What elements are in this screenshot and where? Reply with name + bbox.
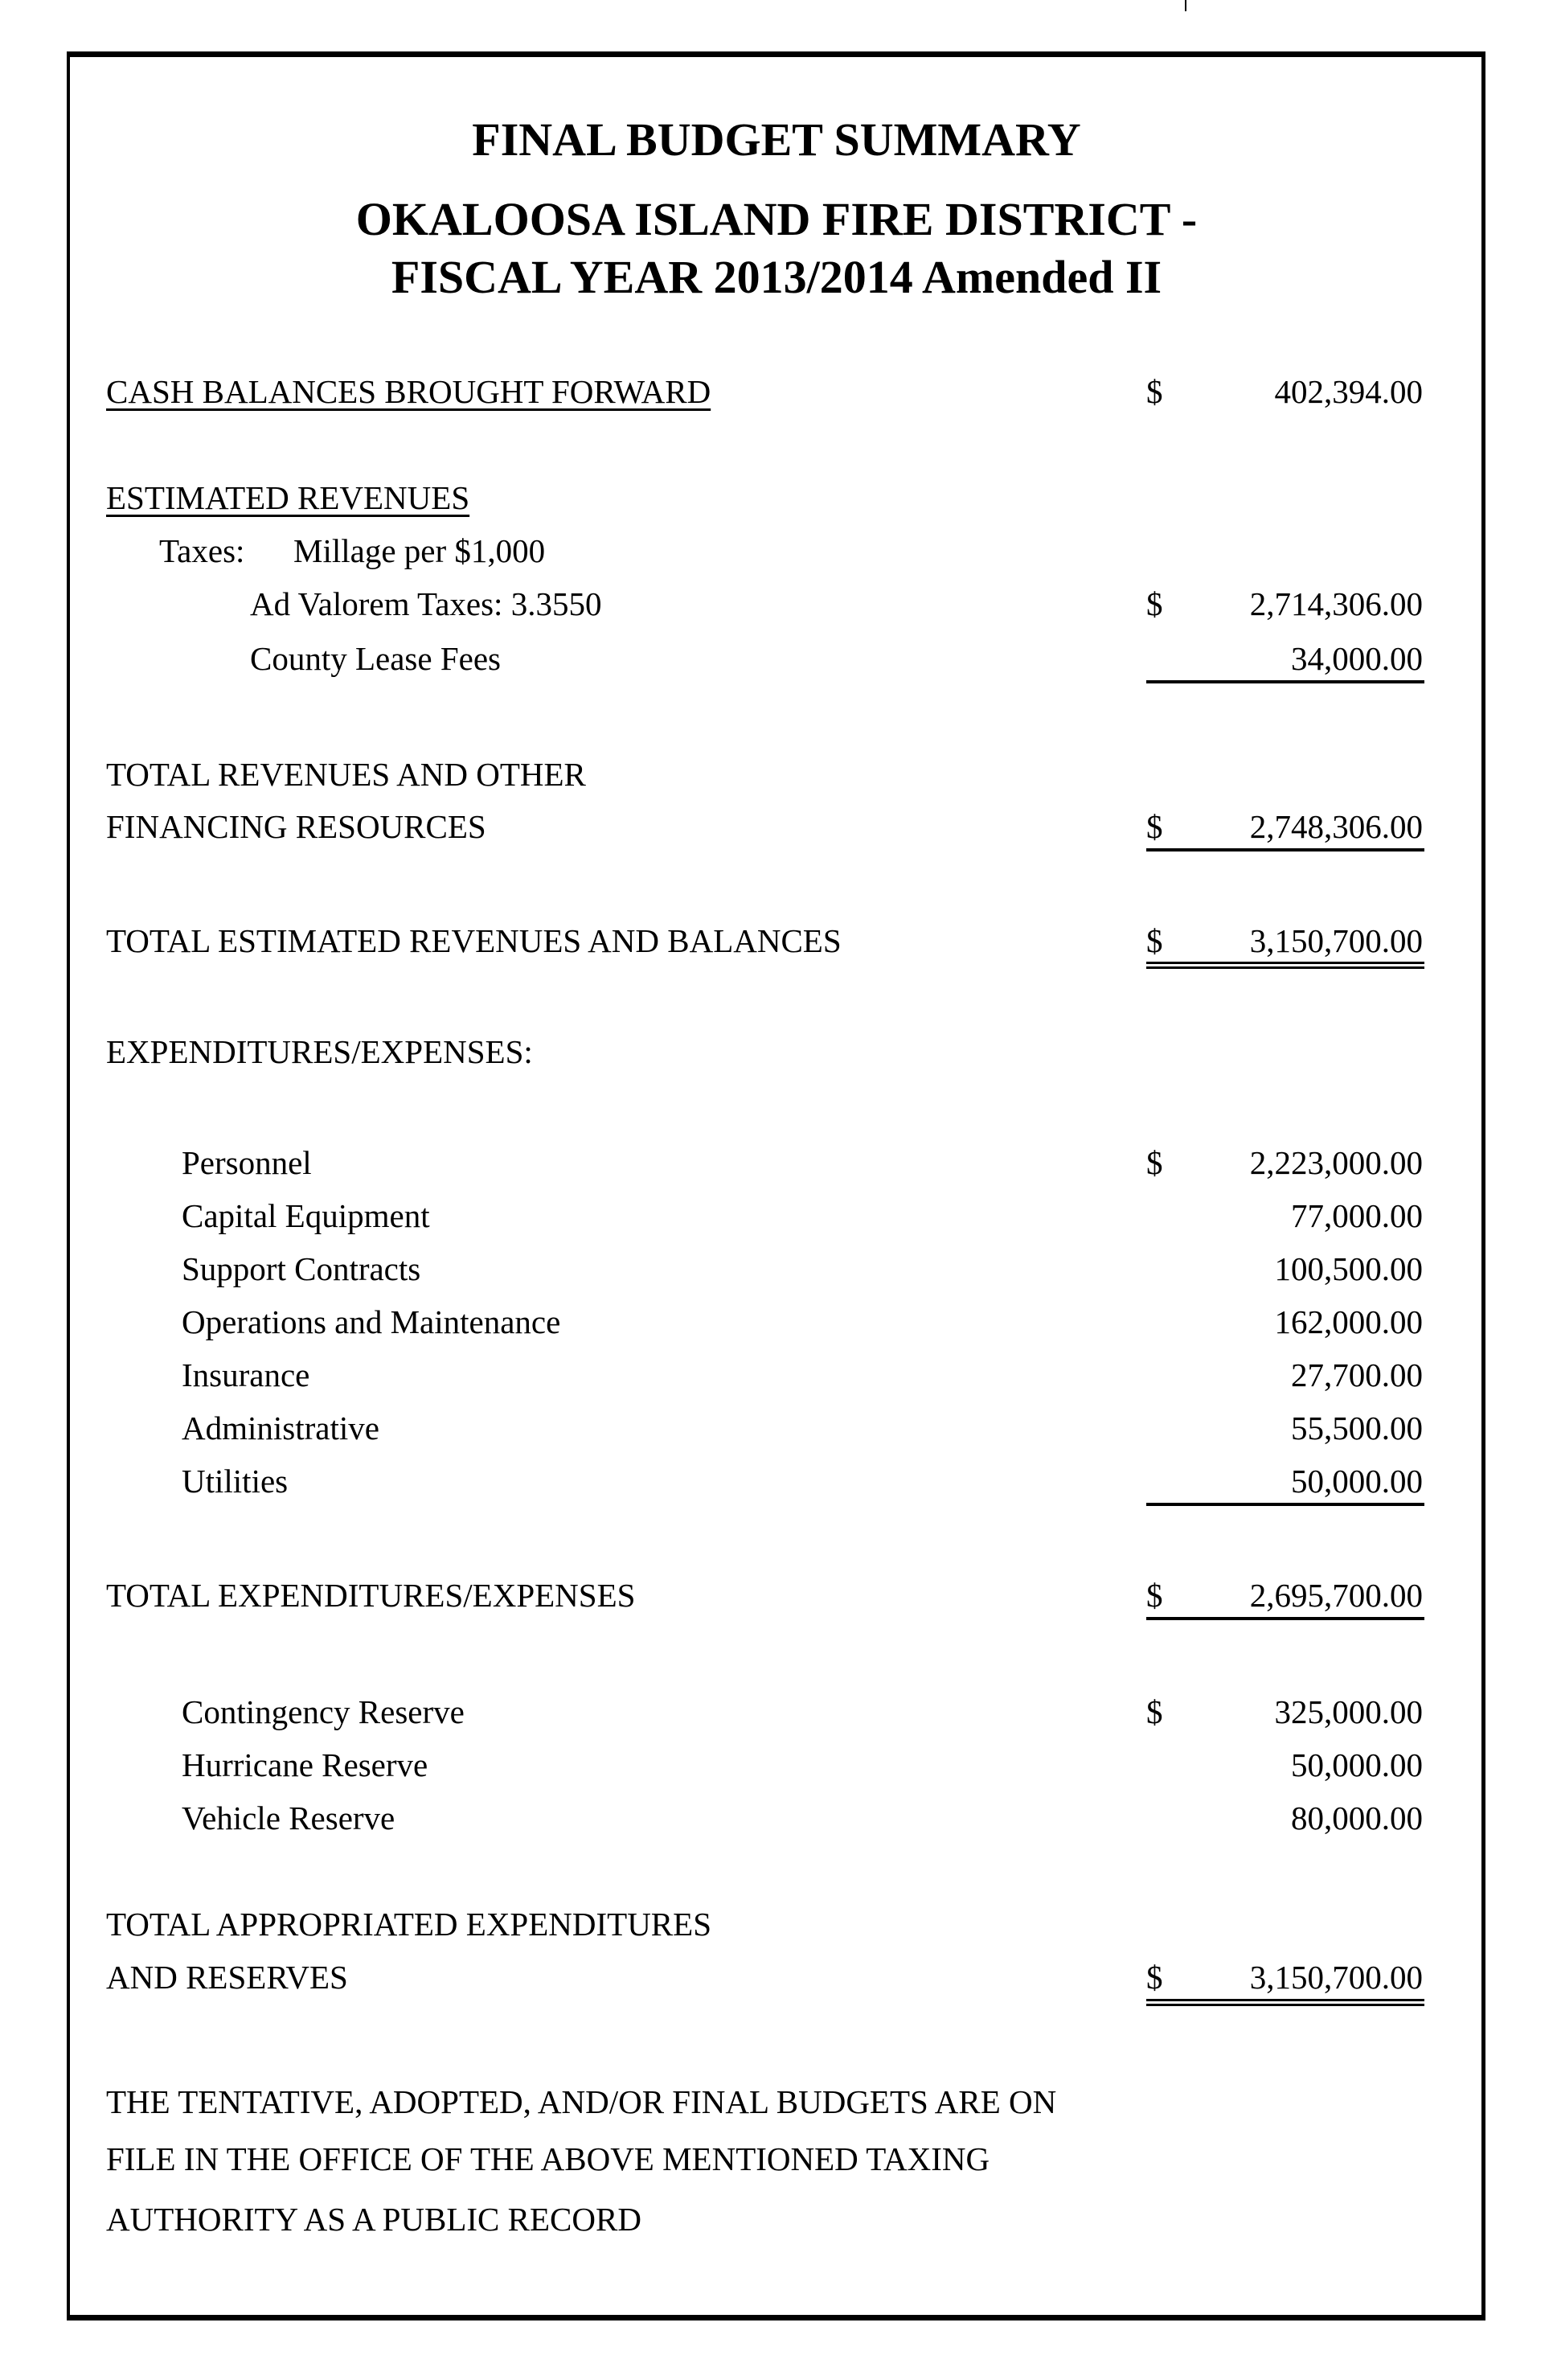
total-appropriated-amount: 3,150,700.00 — [1249, 1959, 1423, 1996]
expenditure-item-amount: 55,500.00 — [1291, 1410, 1423, 1446]
revenue-item-dollar: $ — [1146, 585, 1163, 622]
revenue-item-amount: 34,000.00 — [1291, 640, 1423, 677]
expenditure-item-label: Utilities — [182, 1463, 289, 1500]
footer-line-1: THE TENTATIVE, ADOPTED, AND/OR FINAL BUDGETS ARE ON — [106, 2083, 1057, 2120]
total-estimated-dollar: $ — [1146, 922, 1163, 959]
expenditure-item-amount: 27,700.00 — [1291, 1356, 1423, 1393]
title-line-1: FINAL BUDGET SUMMARY — [472, 113, 1081, 166]
double-rule — [1146, 962, 1424, 969]
total-expenditures-amount: 2,695,700.00 — [1249, 1577, 1423, 1614]
double-rule — [1146, 1999, 1424, 2006]
title-line-2: OKALOOSA ISLAND FIRE DISTRICT - — [355, 193, 1198, 245]
expenditure-item-label: Personnel — [182, 1144, 312, 1181]
title-line-3: FISCAL YEAR 2013/2014 Amended II — [391, 251, 1162, 303]
cash-balances-amount: 402,394.00 — [1274, 373, 1423, 410]
total-rule — [1146, 848, 1424, 851]
expenditure-item-label: Support Contracts — [182, 1250, 421, 1287]
millage-label: Millage per $1,000 — [293, 532, 546, 569]
reserve-item-amount: 80,000.00 — [1291, 1799, 1423, 1836]
revenue-item-label: Ad Valorem Taxes: 3.3550 — [250, 585, 602, 622]
reserve-item-label: Vehicle Reserve — [182, 1799, 395, 1836]
expenditure-item-label: Operations and Maintenance — [182, 1303, 561, 1340]
reserve-item-label: Hurricane Reserve — [182, 1746, 428, 1783]
cash-balances-label: CASH BALANCES BROUGHT FORWARD — [106, 373, 711, 410]
total-revenues-amount: 2,748,306.00 — [1249, 808, 1423, 845]
total-appropriated-label-1: TOTAL APPROPRIATED EXPENDITURES — [106, 1906, 711, 1943]
total-appropriated-label-2: AND RESERVES — [106, 1959, 348, 1996]
reserve-item-label: Contingency Reserve — [182, 1693, 465, 1730]
taxes-label: Taxes: — [159, 532, 245, 569]
subtotal-rule — [1146, 680, 1424, 683]
reserve-item-amount: 50,000.00 — [1291, 1746, 1423, 1783]
expenditure-item-amount: 77,000.00 — [1291, 1197, 1423, 1234]
reserve-item-amount: 325,000.00 — [1274, 1693, 1423, 1730]
total-estimated-amount: 3,150,700.00 — [1249, 922, 1423, 959]
estimated-revenues-heading: ESTIMATED REVENUES — [106, 479, 470, 516]
subtotal-rule — [1146, 1503, 1424, 1506]
total-appropriated-dollar: $ — [1146, 1959, 1163, 1996]
reserve-item-dollar: $ — [1146, 1693, 1163, 1730]
expenditures-heading: EXPENDITURES/EXPENSES: — [106, 1033, 533, 1070]
expenditure-item-amount: 2,223,000.00 — [1249, 1144, 1423, 1181]
revenue-item-amount: 2,714,306.00 — [1249, 585, 1423, 622]
expenditure-item-label: Administrative — [182, 1410, 379, 1446]
total-revenues-label-1: TOTAL REVENUES AND OTHER — [106, 756, 586, 793]
total-revenues-label-2: FINANCING RESOURCES — [106, 808, 486, 845]
total-expenditures-dollar: $ — [1146, 1577, 1163, 1614]
revenue-item-label: County Lease Fees — [250, 640, 501, 677]
expenditure-item-amount: 162,000.00 — [1274, 1303, 1423, 1340]
cash-balances-dollar: $ — [1146, 373, 1163, 410]
expenditure-item-amount: 50,000.00 — [1291, 1463, 1423, 1500]
total-expenditures-label: TOTAL EXPENDITURES/EXPENSES — [106, 1577, 636, 1614]
footer-line-3: AUTHORITY AS A PUBLIC RECORD — [106, 2201, 641, 2238]
expenditure-item-amount: 100,500.00 — [1274, 1250, 1423, 1287]
total-rule — [1146, 1617, 1424, 1620]
expenditure-item-dollar: $ — [1146, 1144, 1163, 1181]
footer-line-2: FILE IN THE OFFICE OF THE ABOVE MENTIONED TAXING — [106, 2140, 990, 2177]
expenditure-item-label: Capital Equipment — [182, 1197, 430, 1234]
total-estimated-label: TOTAL ESTIMATED REVENUES AND BALANCES — [106, 922, 842, 959]
scan-mark — [1185, 0, 1186, 11]
total-revenues-dollar: $ — [1146, 808, 1163, 845]
expenditure-item-label: Insurance — [182, 1356, 310, 1393]
